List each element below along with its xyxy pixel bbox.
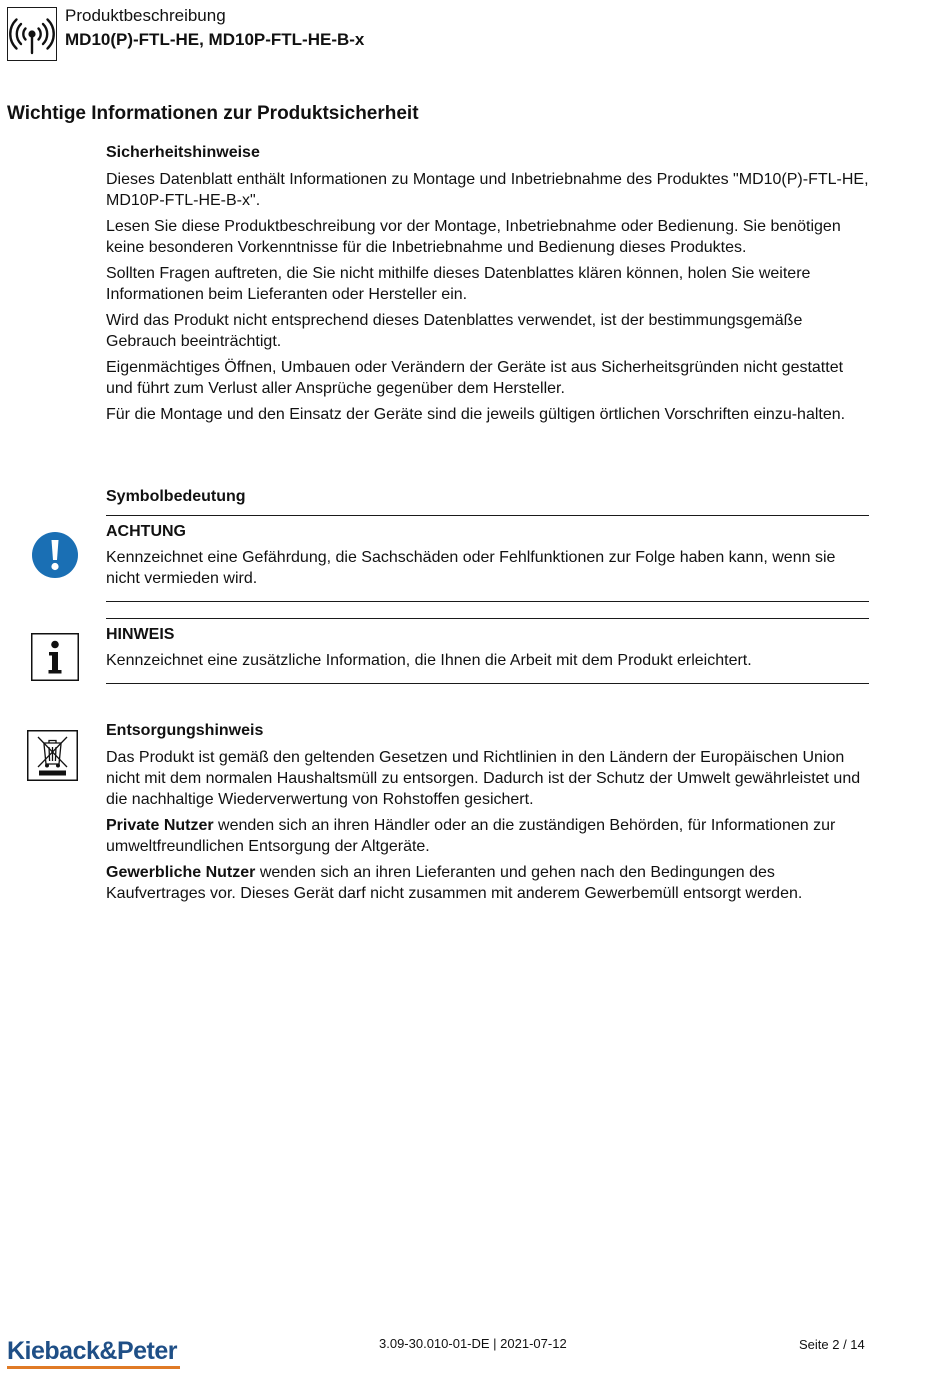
disposal-private-paragraph — [106, 815, 869, 857]
hinweis-symbol — [31, 633, 79, 681]
logo-underline — [7, 1366, 180, 1369]
hinweis-title: HINWEIS — [106, 626, 175, 643]
divider — [106, 601, 869, 602]
disposal-section — [106, 721, 869, 904]
safety-paragraph: Eigenmächtiges Öffnen, Umbauen oder Verändern der Geräte ist aus Sicherheitsgründen nicht gestattet und führt zum Verlust aller Ansprüche gegenüber dem Hersteller. — [106, 359, 844, 397]
achtung-text: Kennzeichnet eine Gefährdung, die Sachschäden oder Fehlfunktionen zur Folge haben kann, wenn sie nicht vermieden wird. — [106, 549, 836, 587]
exclamation-circle-icon — [31, 531, 79, 579]
symbols-title-wrap — [106, 487, 869, 507]
document-number: 3.09-30.010-01-DE | 2021-07-12 — [379, 1336, 567, 1351]
divider — [106, 618, 869, 619]
safety-paragraph: Lesen Sie diese Produktbeschreibung vor der Montage, Inbetriebnahme oder Bedienung. Sie benötigen keine besonderen Vorkenntnisse für die Inbetriebnahme und Bedienung dieses Produktes. — [106, 218, 841, 256]
divider — [106, 683, 869, 684]
page-number: Seite 2 / 14 — [799, 1337, 865, 1352]
safety-paragraph: Wird das Produkt nicht entsprechend dieses Datenblattes verwendet, ist der bestimmungsgemäße Gebrauch beeinträchtigt. — [106, 312, 803, 350]
private-users-text: wenden sich an ihren Händler oder an die zuständigen Behörden, für Informationen zur umweltfreundlichen Entsorgung der Altgeräte. — [106, 817, 836, 855]
wireless-signal-icon — [9, 11, 55, 57]
product-symbol-box — [7, 7, 57, 61]
safety-paragraph: Für die Montage und den Einsatz der Geräte sind die jeweils gültigen örtlichen Vorschriften einzu-halten. — [106, 406, 846, 423]
company-logo: Kieback&Peter — [7, 1337, 177, 1365]
crossed-out-wheelie-bin-icon — [27, 730, 78, 781]
divider — [106, 515, 869, 516]
commercial-users-label: Gewerbliche Nutzer — [106, 864, 256, 881]
disposal-title: Entsorgungshinweis — [106, 722, 264, 739]
product-name: MD10(P)-FTL-HE, MD10P-FTL-HE-B-x — [65, 30, 365, 49]
private-users-label: Private Nutzer — [106, 817, 214, 834]
safety-section — [106, 143, 869, 425]
disposal-paragraph: Das Produkt ist gemäß den geltenden Gesetzen und Richtlinien in den Ländern der Europäischen Union nicht mit dem normalen Haushaltsmüll zu entsorgen. Dadurch ist der Schutz der Umwelt gewährleistet und die nachhaltige Wiederverwertung von Rohstoffen gesichert. — [106, 749, 861, 808]
info-icon — [31, 633, 79, 681]
hinweis-block — [106, 625, 869, 671]
achtung-symbol — [30, 530, 80, 580]
document-type: Produktbeschreibung — [65, 6, 226, 25]
disposal-commercial-paragraph — [106, 862, 869, 904]
achtung-title: ACHTUNG — [106, 523, 186, 540]
safety-paragraph: Sollten Fragen auftreten, die Sie nicht mithilfe dieses Datenblattes klären können, holen Sie weitere Informationen beim Lieferanten oder Hersteller ein. — [106, 265, 811, 303]
hinweis-text: Kennzeichnet eine zusätzliche Information, die Ihnen die Arbeit mit dem Produkt erleichtert. — [106, 652, 752, 669]
achtung-block — [106, 522, 869, 589]
disposal-symbol — [27, 730, 78, 781]
safety-paragraph: Dieses Datenblatt enthält Informationen zu Montage und Inbetriebnahme des Produktes "MD10(P)-FTL-HE, MD10P-FTL-HE-B-x". — [106, 171, 869, 209]
safety-title: Sicherheitshinweise — [106, 144, 260, 161]
commercial-users-text: wenden sich an ihren Lieferanten und gehen nach den Bedingungen des Kaufvertrages vor. Dieses Gerät darf nicht zusammen mit anderem Gewerbemüll entsorgt werden. — [106, 864, 803, 902]
page-title: Wichtige Informationen zur Produktsicherheit — [7, 103, 419, 124]
symbols-title: Symbolbedeutung — [106, 488, 246, 505]
